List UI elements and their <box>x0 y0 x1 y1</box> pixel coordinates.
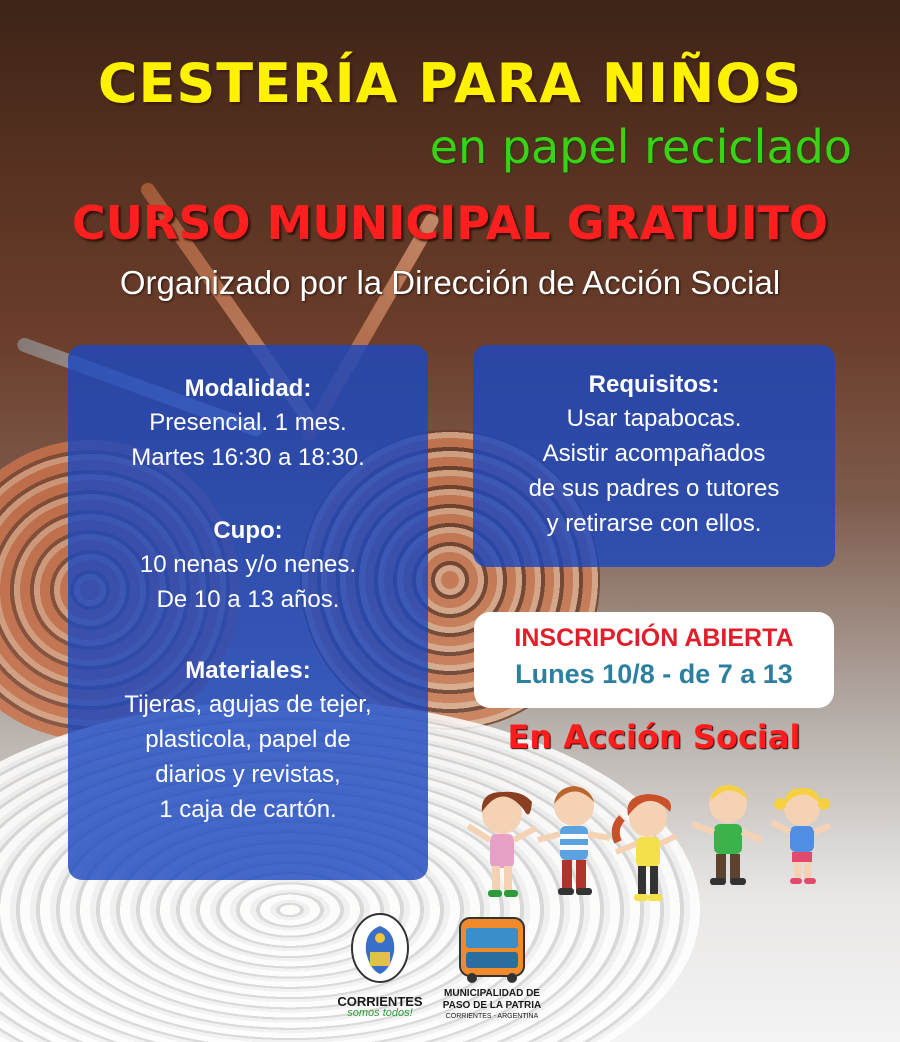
municipality-logo <box>432 912 552 1022</box>
inscription-place: En Acción Social <box>507 718 801 756</box>
cupo-line: 10 nenas y/o nenes. <box>139 551 357 578</box>
municipality-line: MUNICIPALIDAD DE <box>444 988 540 999</box>
info-panel-right <box>473 345 835 567</box>
modalidad-line: Presencial. 1 mes. <box>149 409 347 436</box>
requisitos-heading: Requisitos: <box>588 371 720 398</box>
child-figure <box>616 794 676 901</box>
materiales-line: plasticola, papel de <box>145 726 351 753</box>
organizer-line: Organizado por la Dirección de Acción Social <box>119 264 781 301</box>
province-logo <box>330 908 430 1019</box>
child-figure <box>692 785 762 885</box>
municipality-line: CORRIENTES - ARGENTINA <box>445 1013 539 1020</box>
info-panel-left <box>68 345 428 880</box>
municipality-line: PASO DE LA PATRIA <box>442 1000 542 1011</box>
cupo-heading: Cupo: <box>213 517 283 544</box>
modalidad-heading: Modalidad: <box>184 375 312 402</box>
course-label: CURSO MUNICIPAL GRATUITO <box>71 196 829 250</box>
inscription-title: INSCRIPCIÓN ABIERTA <box>514 624 794 652</box>
poster-title: CESTERÍA PARA NIÑOS <box>97 52 803 115</box>
materiales-line: Tijeras, agujas de tejer, <box>124 691 372 718</box>
requisitos-line: de sus padres o tutores <box>528 475 780 502</box>
materiales-heading: Materiales: <box>185 657 311 684</box>
requisitos-line: y retirarse con ellos. <box>546 510 762 537</box>
province-seal-icon <box>330 908 430 990</box>
province-slogan: somos todos! <box>347 1007 413 1019</box>
inscription-box <box>474 612 834 708</box>
materiales-line: 1 caja de cartón. <box>159 796 337 823</box>
municipality-bus-icon <box>432 912 552 984</box>
child-figure <box>538 786 610 895</box>
child-figure <box>772 788 830 884</box>
requisitos-line: Asistir acompañados <box>542 440 766 467</box>
modalidad-line: Martes 16:30 a 18:30. <box>131 444 365 471</box>
requisitos-line: Usar tapabocas. <box>566 405 742 432</box>
children-illustration <box>452 782 852 922</box>
child-figure <box>468 792 536 897</box>
province-name: CORRIENTES <box>337 994 423 1009</box>
materiales-line: diarios y revistas, <box>155 761 341 788</box>
poster-subtitle: en papel reciclado <box>429 120 852 174</box>
inscription-date: Lunes 10/8 - de 7 a 13 <box>515 659 793 689</box>
cupo-line: De 10 a 13 años. <box>156 586 340 613</box>
